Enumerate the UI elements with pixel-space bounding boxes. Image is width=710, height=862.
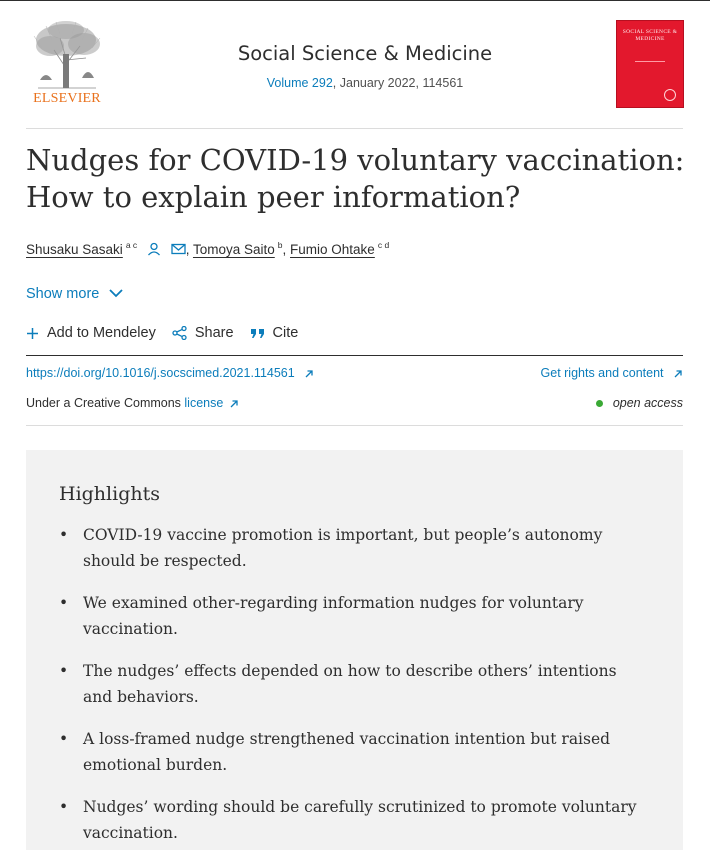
author-list (26, 242, 389, 259)
share-button[interactable] (172, 325, 234, 341)
bullet-icon: • (59, 662, 69, 680)
elsevier-wordmark: ELSEVIER (33, 91, 101, 106)
quote-icon (250, 327, 265, 339)
author-affiliations[interactable]: c d (377, 240, 390, 251)
plus-icon (26, 327, 39, 340)
share-icon (172, 326, 187, 340)
bullet-icon: • (59, 798, 69, 816)
highlight-text: We examined other-regarding information nudges for voluntary vaccination. (83, 594, 584, 638)
open-access-badge (596, 396, 683, 410)
highlights-list (59, 522, 649, 862)
cover-title: SOCIAL SCIENCE & MEDICINE (622, 29, 678, 42)
highlight-text: COVID-19 vaccine promotion is important, but people’s autonomy should be respected. (83, 526, 603, 570)
author-name[interactable]: Shusaku Sasaki (26, 242, 123, 258)
cite-button[interactable] (250, 325, 299, 341)
top-border (0, 0, 710, 1)
highlight-item (59, 590, 649, 642)
external-arrow-icon (304, 369, 314, 379)
issue-details: , January 2022, 114561 (332, 76, 464, 90)
license-row (26, 396, 683, 410)
external-arrow-icon (673, 369, 683, 379)
license-prefix: Under a Creative Commons (26, 396, 185, 410)
open-access-dot-icon (596, 400, 603, 407)
article-title: Nudges for COVID-19 voluntary vaccination: How to explain peer information? (26, 143, 685, 214)
doi-text: https://doi.org/10.1016/j.socscimed.2021.114561 (26, 366, 295, 380)
author-affiliations[interactable]: a c (125, 240, 138, 251)
chevron-down-icon (109, 286, 123, 302)
author-affiliations[interactable]: b (277, 240, 283, 251)
cite-label: Cite (272, 325, 299, 341)
highlight-item (59, 658, 649, 710)
highlight-item (59, 726, 649, 778)
highlights-heading: Highlights (59, 483, 160, 505)
header-divider (26, 128, 683, 129)
cover-rule (635, 61, 665, 62)
meta-divider (26, 425, 683, 426)
add-to-mendeley-button[interactable] (26, 325, 156, 341)
journal-title[interactable]: Social Science & Medicine (237, 42, 493, 65)
journal-cover-thumbnail[interactable] (616, 20, 684, 108)
highlight-item (59, 522, 649, 574)
author-name[interactable]: Tomoya Saito (192, 242, 275, 258)
mendeley-label: Add to Mendeley (47, 325, 156, 341)
actions-divider (26, 355, 683, 356)
volume-link[interactable]: Volume 292 (266, 76, 333, 90)
highlights-section (26, 450, 683, 850)
show-more-button[interactable] (26, 286, 123, 302)
show-more-label: Show more (26, 286, 100, 302)
journal-header (185, 42, 545, 90)
license-link-text: license (184, 396, 224, 410)
highlight-text: A loss-framed nudge strengthened vaccination intention but raised emotional burden. (83, 730, 611, 774)
bullet-icon: • (59, 594, 69, 612)
article-actions (26, 325, 314, 341)
cover-seal-icon (664, 89, 676, 101)
doi-link[interactable] (26, 366, 314, 380)
open-access-label: open access (612, 396, 683, 410)
rights-link[interactable] (541, 366, 683, 380)
author-separator: , (282, 242, 287, 258)
author-separator: , (185, 242, 190, 258)
external-arrow-icon (229, 399, 239, 409)
rights-text: Get rights and content (540, 366, 664, 380)
bullet-icon: • (59, 526, 69, 544)
highlight-text: The nudges’ effects depended on how to describe others’ intentions and behaviors. (83, 662, 617, 706)
author-name[interactable]: Fumio Ohtake (290, 242, 375, 258)
person-icon[interactable] (147, 242, 161, 259)
envelope-icon[interactable] (171, 243, 186, 258)
journal-issue-info (185, 76, 545, 90)
share-label: Share (194, 325, 234, 341)
license-link[interactable] (184, 396, 239, 410)
bullet-icon: • (59, 730, 69, 748)
highlight-item (59, 794, 649, 846)
highlight-text: Nudges’ wording should be carefully scrutinized to promote voluntary vaccination. (83, 798, 637, 842)
